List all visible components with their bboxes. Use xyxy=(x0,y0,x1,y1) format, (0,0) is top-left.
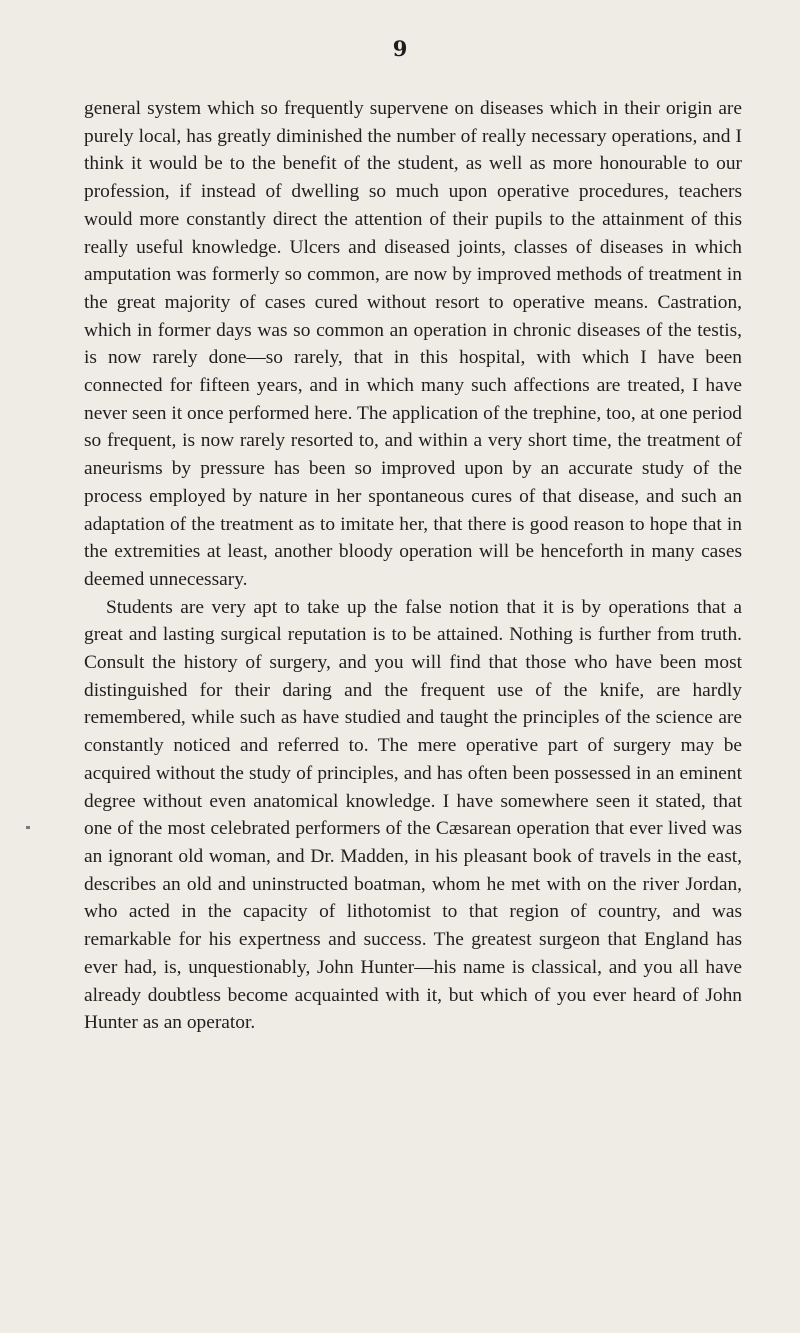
margin-mark xyxy=(26,826,30,829)
paragraph-1: general system which so frequently supervene on diseases which in their origin are purely local, has greatly diminished the number of really necessary operations, and I think it would be to the benefit of the student, as well as more honourable to our profession, if instead of dwelling so much upon operative procedures, teachers would more constantly direct the attention of their pupils to the attainment of this really useful knowledge. Ulcers and diseased joints, classes of diseases in which amputation was formerly so common, are now by improved methods of treatment in the great majority of cases cured without resort to operative means. Castration, which in former days was so common an operation in chronic diseases of the testis, is now rarely done—so rarely, that in this hospital, with which I have been connected for fifteen years, and in which many such affections are treated, I have never seen it once performed here. The application of the trephine, too, at one period so frequent, is now rarely resorted to, and within a very short time, the treatment of aneurisms by pressure has been so improved upon by an accurate study of the process employed by nature in her spontaneous cures of that disease, and such an adaptation of the treatment as to imitate her, that there is good reason to hope that in the extremities at least, another bloody operation will be henceforth in many cases deemed unnecessary. xyxy=(84,98,742,590)
page-number: 9 xyxy=(392,36,408,61)
paragraph-2: Students are very apt to take up the false notion that it is by operations that a great and lasting surgical reputation is to be attained. Nothing is further from truth. Consult the history of surgery, and you will find that those who have been most distinguished for their daring and the frequent use of the knife, are hardly remembered, while such as have studied and taught the principles of the science are constantly noticed and referred to. The mere operative part of surgery may be acquired without the study of principles, and has often been possessed in an eminent degree without even anatomical knowledge. I have somewhere seen it stated, that one of the most celebrated performers of the Cæsarean operation that ever lived was an ignorant old woman, and Dr. Madden, in his pleasant book of travels in the east, describes an old and uninstructed boatman, whom he met with on the river Jordan, who acted in the capacity of lithotomist to that region of country, and was remarkable for his expertness and success. The greatest surgeon that England has ever had, is, unquestionably, John Hunter—his name is classical, and you all have already doubtless become acquainted with it, but which of you ever heard of John Hunter as an operator. xyxy=(84,596,742,1034)
page-body-text xyxy=(84,95,742,1037)
